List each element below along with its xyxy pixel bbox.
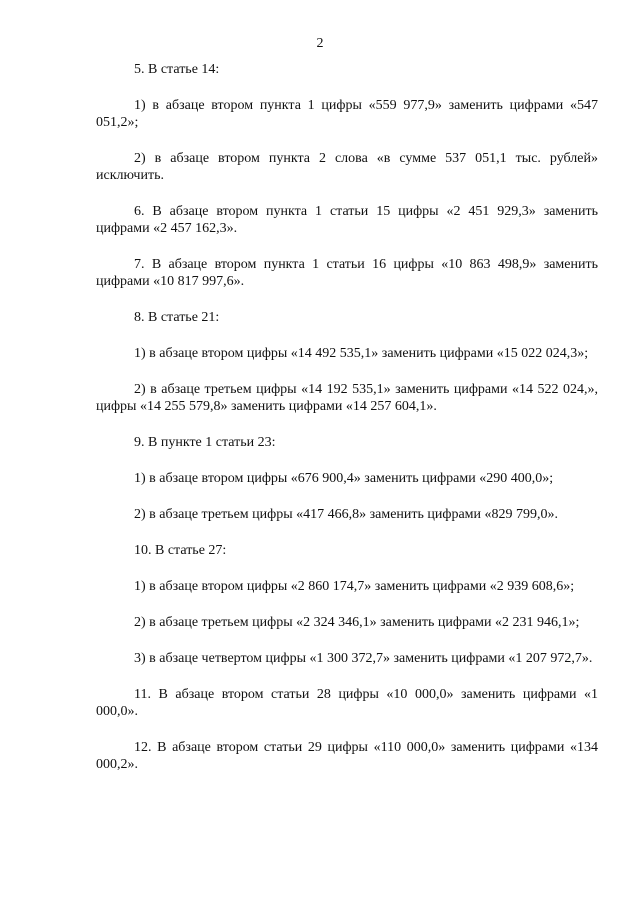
paragraph-article-14-item-1: 1) в абзаце втором пункта 1 цифры «559 977,9» заменить цифрами «547 051,2»; <box>96 98 598 130</box>
paragraph-article-27-heading: 10. В статье 27: <box>134 543 227 558</box>
paragraph-article-21-item-2: 2) в абзаце третьем цифры «14 192 535,1» заменить цифрами «14 522 024,», цифры «14 255 579,8» заменить цифрами «14 257 604,1». <box>96 382 598 414</box>
page-number: 2 <box>316 36 324 51</box>
paragraph-article-14-heading: 5. В статье 14: <box>134 62 220 77</box>
paragraph-article-21-item-1: 1) в абзаце втором цифры «14 492 535,1» заменить цифрами «15 022 024,3»; <box>134 346 589 361</box>
paragraph-article-21-heading: 8. В статье 21: <box>134 310 220 325</box>
paragraph-article-23-item-2: 2) в абзаце третьем цифры «417 466,8» заменить цифрами «829 799,0». <box>134 507 559 522</box>
paragraph-article-27-item-2: 2) в абзаце третьем цифры «2 324 346,1» заменить цифрами «2 231 946,1»; <box>134 615 580 630</box>
paragraph-article-23-item-1: 1) в абзаце втором цифры «676 900,4» заменить цифрами «290 400,0»; <box>134 471 554 486</box>
paragraph-article-29: 12. В абзаце втором статьи 29 цифры «110 000,0» заменить цифрами «134 000,2». <box>96 740 598 772</box>
paragraph-article-14-item-2: 2) в абзаце втором пункта 2 слова «в сумме 537 051,1 тыс. рублей» исключить. <box>96 151 598 183</box>
paragraph-article-27-item-1: 1) в абзаце втором цифры «2 860 174,7» заменить цифрами «2 939 608,6»; <box>134 579 575 594</box>
paragraph-article-27-item-3: 3) в абзаце четвертом цифры «1 300 372,7» заменить цифрами «1 207 972,7». <box>134 651 593 666</box>
paragraph-article-16: 7. В абзаце втором пункта 1 статьи 16 цифры «10 863 498,9» заменить цифрами «10 817 997,6». <box>96 257 598 289</box>
paragraph-article-15: 6. В абзаце втором пункта 1 статьи 15 цифры «2 451 929,3» заменить цифрами «2 457 162,3». <box>96 204 598 236</box>
paragraph-article-23-heading: 9. В пункте 1 статьи 23: <box>134 435 276 450</box>
document-body <box>96 61 598 773</box>
paragraph-article-28: 11. В абзаце втором статьи 28 цифры «10 000,0» заменить цифрами «1 000,0». <box>96 687 598 719</box>
